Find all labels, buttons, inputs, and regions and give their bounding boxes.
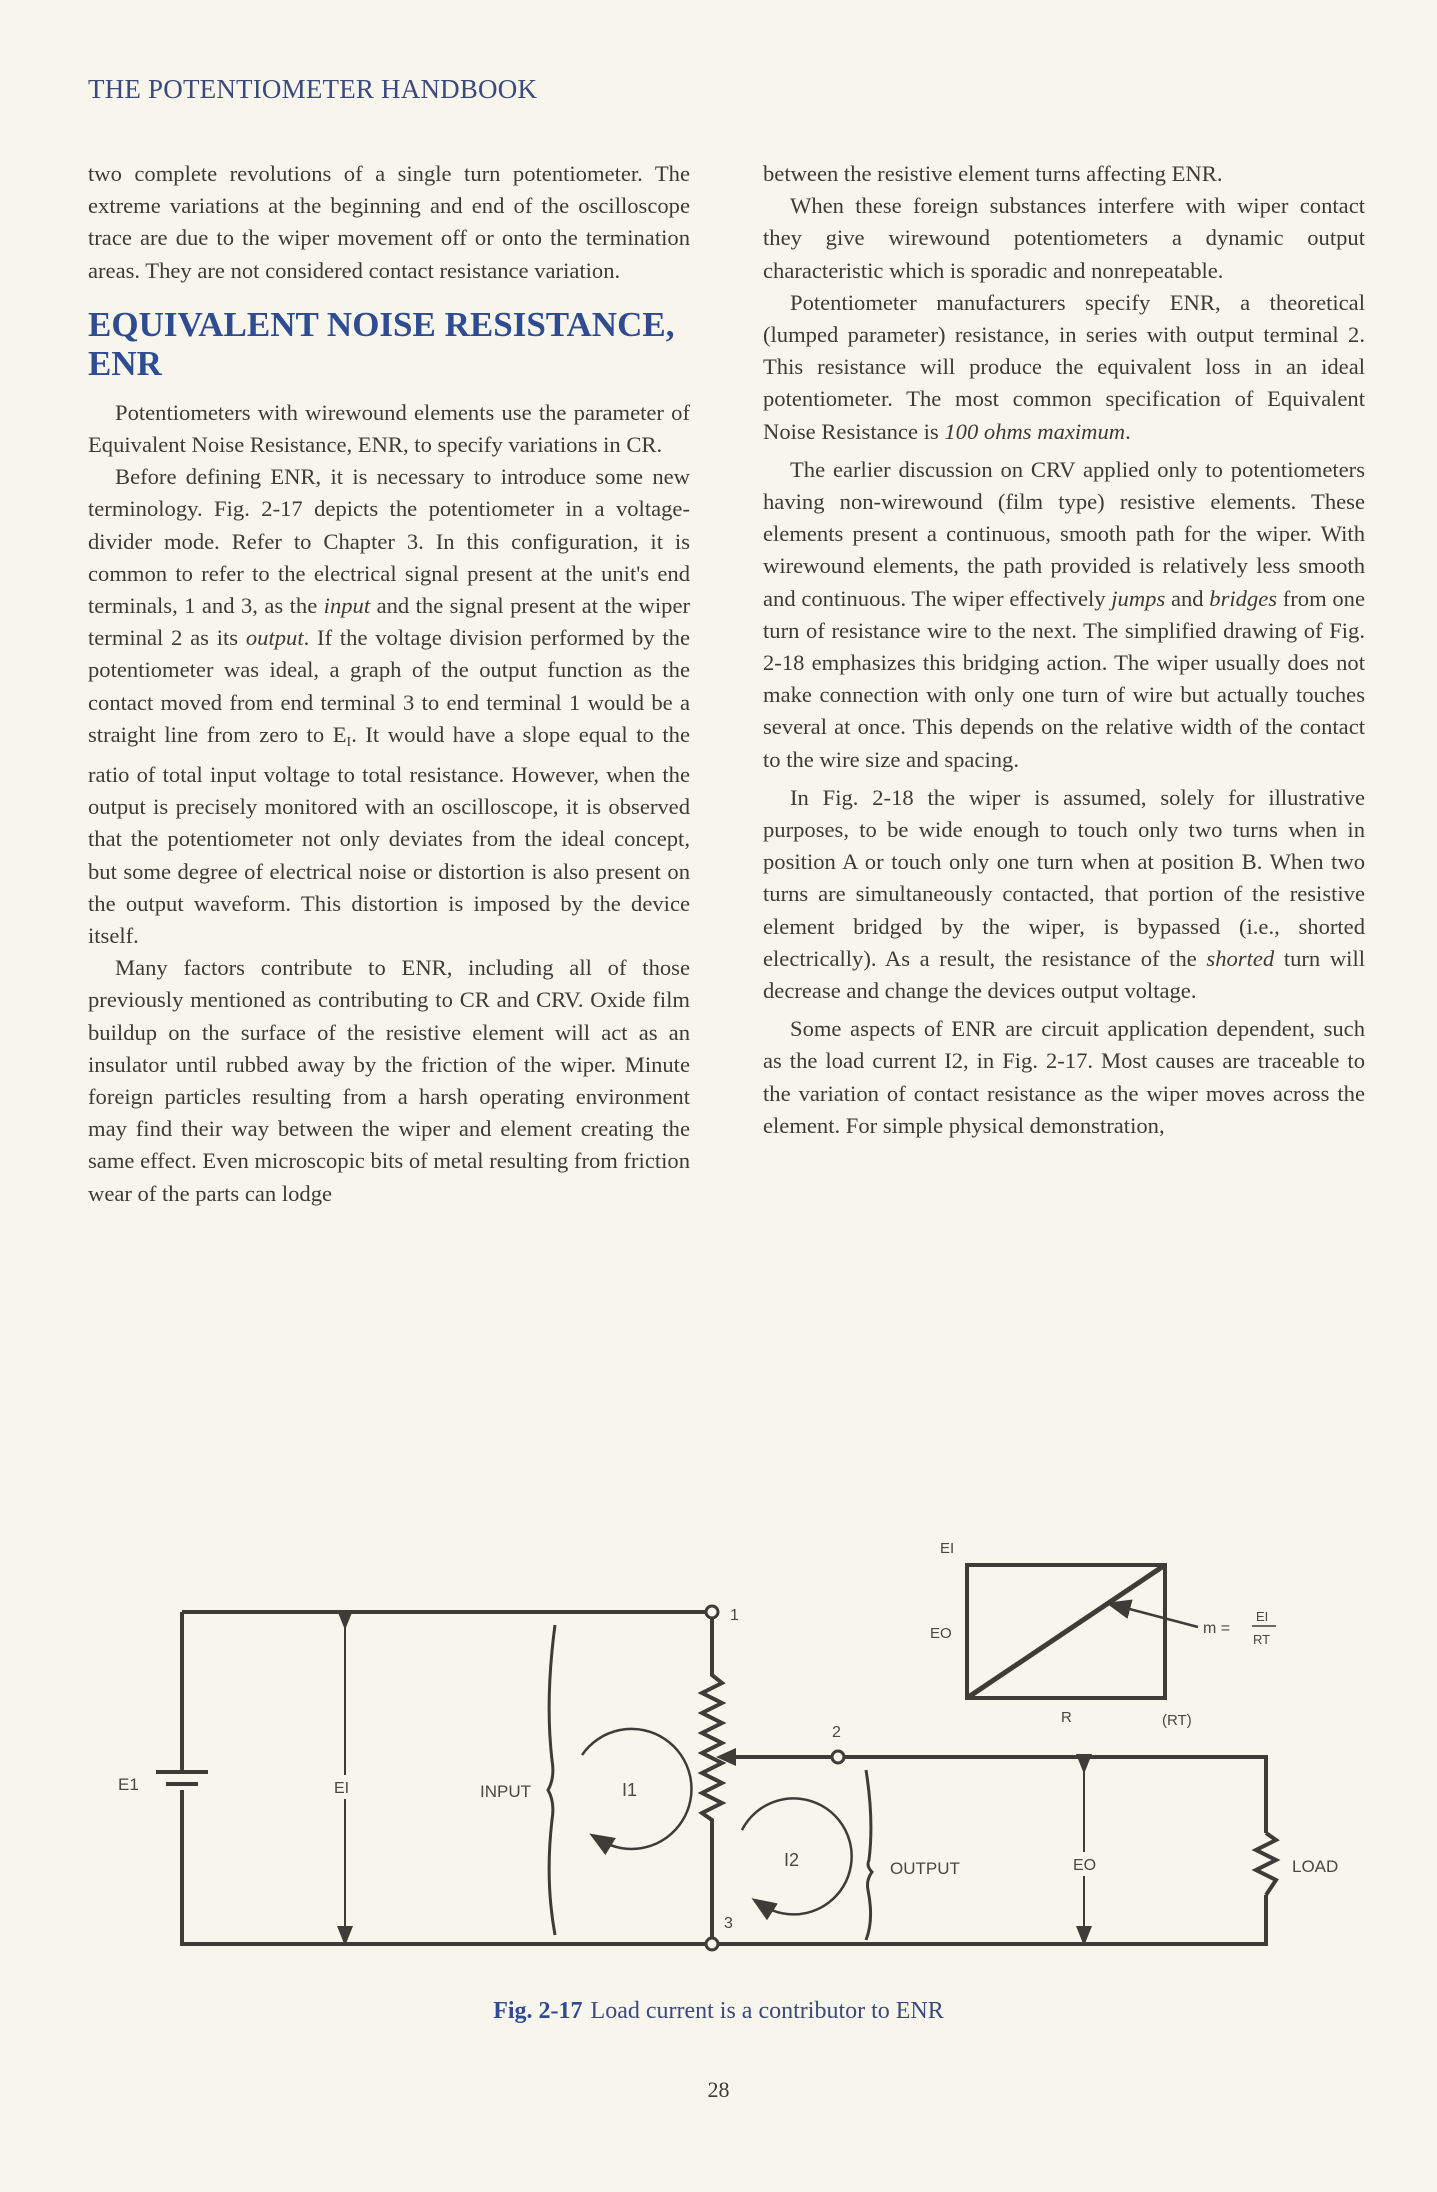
- emphasis: bridges: [1209, 585, 1278, 611]
- paragraph: two complete revolutions of a single turn potentiometer. The extreme variations at the beginning and end of the oscilloscope trace are due to the wiper movement off or onto the termination areas. They are not considered contact resistance variation.: [88, 161, 690, 283]
- paragraph: In Fig. 2-18 the wiper is assumed, solely for illustrative purposes, to be wide enough to touch only two turns when in position A or touch only one turn when at position B. When two turns are simultaneously contacted, that portion of the resistive element bridged by the wiper, is bypassed (i.e., shorted electrically). As a result, the resistance of the shorted turn will decrease and change the devices output voltage.: [763, 784, 1365, 1004]
- graph-y-label: EO: [930, 1625, 952, 1642]
- output-loop-wire: [718, 1757, 1266, 1944]
- input-voltage-label: EI: [334, 1780, 350, 1797]
- terminal-2-label: 2: [832, 1724, 841, 1741]
- i1-label: I1: [622, 1780, 638, 1800]
- source-label: E1: [118, 1775, 139, 1794]
- input-loop-wire: [182, 1612, 707, 1944]
- figure-caption-text: Load current is a contributor to ENR: [590, 1998, 944, 2024]
- emphasis: jumps: [1111, 585, 1166, 611]
- graph-x-end-label: (RT): [1162, 1712, 1192, 1729]
- circuit-figure: [118, 1540, 1360, 1985]
- slope-pointer: [1118, 1606, 1198, 1627]
- graph-x-label: R: [1061, 1709, 1072, 1726]
- circuit-diagram: [118, 1540, 1360, 1985]
- terminal-1-icon: [706, 1606, 718, 1618]
- figure-caption: [0, 1998, 1437, 2025]
- graph-y-top-label: EI: [940, 1540, 955, 1557]
- right-column: [763, 158, 1365, 1142]
- paragraph: between the resistive element turns affecting ENR.: [763, 161, 1223, 186]
- output-brace: [866, 1770, 872, 1940]
- running-head: THE POTENTIOMETER HANDBOOK: [88, 74, 538, 104]
- load-label: LOAD: [1292, 1857, 1339, 1876]
- terminal-3-icon: [706, 1938, 718, 1950]
- emphasis: shorted: [1206, 945, 1275, 971]
- paragraph: Potentiometers with wirewound elements use the parameter of Equivalent Noise Resistance, ENR, to specify variations in CR.: [88, 399, 690, 458]
- paragraph: Before defining ENR, it is necessary to introduce some new terminology. Fig. 2-17 depicts the potentiometer in a voltage-divider mode. Refer to Chapter 3. In this configuration, it is common to refer to the electrical signal present at the unit's end terminals, 1 and 3, as the input and the signal present at the wiper terminal 2 as its output. If the voltage division performed by the potentiometer was ideal, a graph of the output function as the contact moved from end terminal 3 to end terminal 1 would be a straight line from zero to $E_I$. It would have a slope equal to the ratio of total input voltage to total resistance. However, when the output is precisely monitored with an oscilloscope, it is observed that the potentiometer not only deviates from the ideal concept, but some degree of electrical noise or distortion is also present on the output waveform. This distortion is imposed by the device itself.: [88, 464, 691, 949]
- slope-m-label: m =: [1203, 1620, 1231, 1637]
- page-number: 28: [707, 2077, 730, 2102]
- i2-label: I2: [784, 1850, 800, 1870]
- emphasis: input: [323, 593, 371, 619]
- left-column: [88, 158, 690, 1210]
- ideal-output-line: [967, 1565, 1165, 1698]
- paragraph: Many factors contribute to ENR, including all of those previously mentioned as contributing to CR and CRV. Oxide film buildup on the surface of the resistive element will act as an insulator until rubbed away by the friction of the wiper. Minute foreign particles resulting from a harsh operating environment may find their way between the wiper and element creating the same effect. Even microscopic bits of metal resulting from friction wear of the parts can lodge: [88, 955, 690, 1206]
- slope-numerator: EI: [1256, 1609, 1269, 1624]
- output-voltage-label: EO: [1073, 1857, 1097, 1874]
- load-resistor-icon: [1256, 1833, 1276, 1895]
- slope-denominator: RT: [1253, 1632, 1271, 1647]
- battery-icon: [156, 1770, 208, 1790]
- terminal-2-icon: [832, 1751, 844, 1763]
- potentiometer-resistor-icon: [702, 1618, 722, 1938]
- figure-number: Fig. 2-17: [493, 1998, 583, 2024]
- emphasis: 100 ohms maximum: [944, 418, 1126, 444]
- paragraph: When these foreign substances interfere with wiper contact they give wirewound potentiometers a dynamic output characteristic which is sporadic and nonrepeatable.: [763, 193, 1365, 283]
- paragraph: Some aspects of ENR are circuit application dependent, such as the load current I2, in Fig. 2-17. Most causes are traceable to the variation of contact resistance as the wiper moves across the element. For simple physical demonstration,: [763, 1016, 1365, 1138]
- input-brace: [548, 1625, 555, 1935]
- emphasis: output: [245, 625, 304, 651]
- section-heading: EQUIVALENT NOISE RESISTANCE, ENR: [88, 304, 675, 383]
- terminal-3-label: 3: [724, 1915, 733, 1932]
- terminal-1-label: 1: [730, 1607, 739, 1624]
- transfer-graph: [930, 1540, 1276, 1729]
- paragraph: The earlier discussion on CRV applied only to potentiometers having non-wirewound (film type) resistive elements. These elements present a continuous, smooth path for the wiper. With wirewound elements, the path provided is relatively less smooth and continuous. The wiper effectively jumps and bridges from one turn of resistance wire to the next. The simplified drawing of Fig. 2-18 emphasizes this bridging action. The wiper usually does not make connection with only one turn of wire but actually touches several at once. This depends on the relative width of the contact to the wire size and spacing.: [763, 456, 1366, 772]
- paragraph: Potentiometer manufacturers specify ENR, a theoretical (lumped parameter) resistance, in series with output terminal 2. This resistance will produce the equivalent loss in an ideal potentiometer. The most common specification of Equivalent Noise Resistance is 100 ohms maximum.: [763, 289, 1365, 444]
- output-label: OUTPUT: [890, 1859, 960, 1878]
- input-label: INPUT: [480, 1782, 531, 1801]
